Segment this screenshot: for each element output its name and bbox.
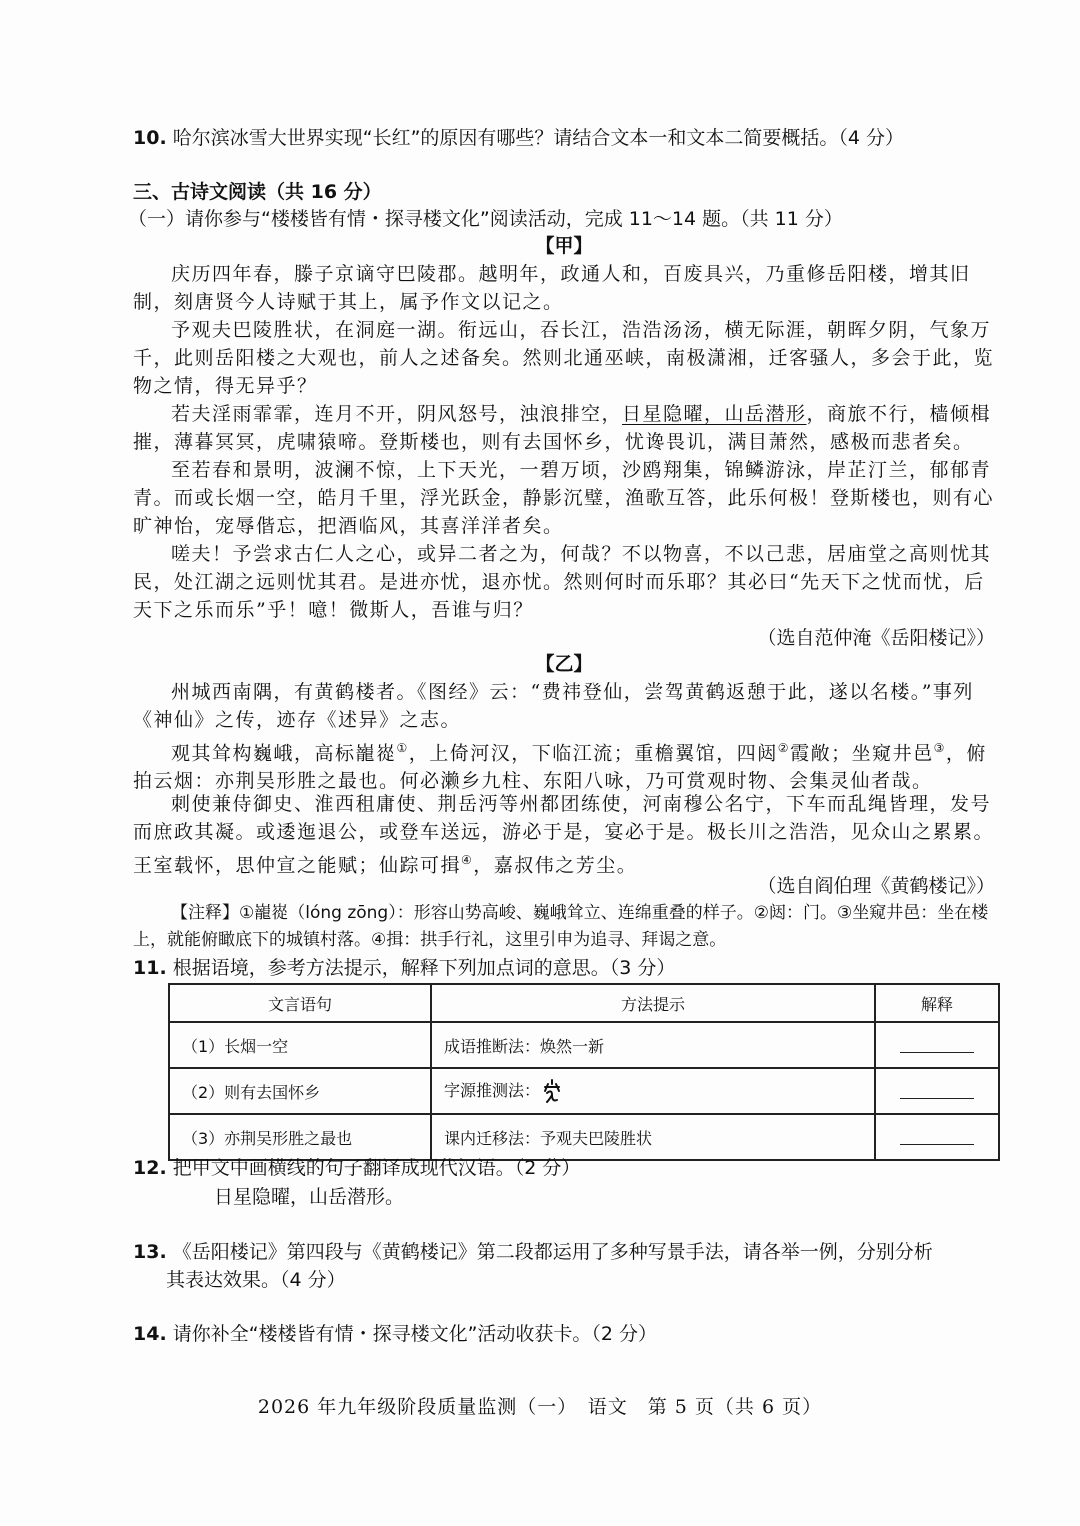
column-header: 方法提示	[431, 984, 875, 1022]
jia-paragraph-4: 至若春和景明，波澜不惊，上下天光，一碧万顷，沙鸥翔集，锦鳞游泳，岸芷汀兰，郁郁青青。而或长烟一空，皓月千里，浮光跃金，静影沉璧，渔歌互答，此乐何极！登斯楼也，则有心旷神怡，宠辱偕忘，把酒临风，其喜洋洋者矣。	[133, 459, 995, 537]
column-header: 解释	[875, 984, 999, 1022]
jia-paragraph-3	[133, 400, 1001, 456]
q11-table	[168, 983, 1000, 1161]
question-13	[133, 1238, 995, 1266]
question-text: 哈尔滨冰雪大世界实现“长红”的原因有哪些？请结合文本一和文本二简要概括。（4 分）	[172, 127, 905, 149]
question-11	[133, 954, 995, 982]
yi-p2-part: ，上倚河汉，下临江流；重檐翼馆，四闼	[408, 742, 778, 765]
answer-blank[interactable]	[900, 1126, 974, 1145]
hint-text: 字源推测法：	[444, 1080, 541, 1100]
jia-p3-end: ，商旅不行，樯倾楫摧，薄暮冥冥，虎啸猿啼。登斯楼也，则有去国怀乡，忧谗畏讥，满目萧然，感极而悲者矣。	[133, 403, 992, 453]
sentence-cell: （1）长烟一空	[169, 1022, 431, 1068]
yi-p2-part: 观其耸构巍峨，高标巃嵸	[171, 742, 397, 765]
question-number: 14.	[133, 1323, 167, 1345]
jia-paragraph-2: 予观夫巴陵胜状，在洞庭一湖。衔远山，吞长江，浩浩汤汤，横无际涯，朝晖夕阴，气象万千，此则岳阳楼之大观也，前人之述备矣。然则北通巫峡，南极潇湘，迁客骚人，多会于此，览物之情，得无异乎？	[133, 319, 995, 397]
question-text: 根据语境，参考方法提示，解释下列加点词的意思。（3 分）	[172, 957, 676, 979]
question-number: 11.	[133, 957, 167, 979]
yi-paragraph-1: 州城西南隅，有黄鹤楼者。《图经》云：“费祎登仙，尝驾黄鹤返憩于此，遂以名楼。”事列《神仙》之传，迹存《述异》之志。	[133, 681, 974, 731]
table-row	[169, 1022, 999, 1068]
question-13-cont: 其表达效果。（4 分）	[166, 1269, 346, 1291]
hint-cell	[431, 1068, 875, 1114]
yi-p3-part: 刺使兼侍御史、淮西租庸使、荆岳沔等州都团练使，河南穆公名宁，下车而乱绳皆理，发号而庶政其凝。或逶迤退公，或登车送远，游必于是，宴必于是。极长川之浩浩，见众山之累累。王室载怀，思仲宣之能赋；仙踪可揖	[133, 793, 995, 877]
passage-yi-label: 【乙】	[535, 653, 593, 675]
section-title: 三、古诗文阅读（共 16 分）	[133, 181, 382, 203]
note-marker: ②	[777, 741, 791, 755]
answer-blank[interactable]	[900, 1080, 974, 1099]
q12-sentence: 日星隐曜，山岳潜形。	[214, 1186, 405, 1208]
question-14	[133, 1320, 995, 1348]
question-number: 10.	[133, 127, 167, 149]
underlined-sentence: 日星隐曜，山岳潜形	[622, 403, 807, 425]
question-text: 《岳阳楼记》第四段与《黄鹤楼记》第二段都运用了多种写景手法，请各举一例，分别分析	[172, 1241, 933, 1263]
answer-blank[interactable]	[900, 1034, 974, 1053]
yi-source: （选自阎伯理《黄鹤楼记》）	[757, 875, 995, 897]
section-subtitle: （一）请你参与“楼楼皆有情・探寻楼文化”阅读活动，完成 11～14 题。（共 11 分）	[128, 208, 843, 230]
hint-cell: 成语推断法：焕然一新	[431, 1022, 875, 1068]
question-12	[133, 1154, 995, 1182]
yi-paragraph-3	[133, 790, 1001, 879]
question-10	[133, 124, 995, 152]
jia-p3-start: 若夫淫雨霏霏，连月不开，阴风怒号，浊浪排空，	[171, 403, 623, 425]
ancient-character-glyph	[540, 1078, 564, 1104]
hint-cell: 课内迁移法：予观夫巴陵胜状	[431, 1114, 875, 1160]
question-number: 13.	[133, 1241, 167, 1263]
question-text: 把甲文中画横线的句子翻译成现代汉语。（2 分）	[172, 1157, 581, 1179]
jia-paragraph-5: 嗟夫！予尝求古仁人之心，或异二者之为，何哉？不以物喜，不以己悲，居庙堂之高则忧其民，处江湖之远则忧其君。是进亦忧，退亦忧。然则何时而乐耶？其必曰“先天下之忧而忧，后天下之乐而乐”乎！噫！微斯人，吾谁与归？	[133, 543, 992, 621]
sentence-cell: （2）则有去国怀乡	[169, 1068, 431, 1114]
page-footer: 2026 年九年级阶段质量监测（一） 语文 第 5 页（共 6 页）	[257, 1396, 823, 1418]
table-row	[169, 1068, 999, 1114]
column-header: 文言语句	[169, 984, 431, 1022]
yi-p2-part: ，俯拍云烟：亦荆吴形胜之最也。何必濑乡九柱、东阳八咏，乃可赏观时物、会集灵仙者哉。	[133, 742, 987, 793]
note-marker: ③	[933, 741, 946, 755]
note-marker: ①	[396, 741, 409, 755]
note-marker: ④	[461, 853, 474, 867]
sentence-cell: （3）亦荆吴形胜之最也	[169, 1114, 431, 1160]
answer-cell[interactable]	[875, 1022, 999, 1068]
annotations: 【注释】①巃嵸（lóng zōng）：形容山势高峻、巍峨耸立、连绵重叠的样子。②闼：门。③坐窥井邑：坐在楼上，就能俯瞰底下的城镇村落。④揖：拱手行礼，这里引申为追寻、拜谒之意。	[133, 903, 989, 950]
passage-jia-label: 【甲】	[535, 235, 593, 257]
yi-p3-part: ，嘉叔伟之芳尘。	[473, 854, 638, 877]
question-text: 请你补全“楼楼皆有情・探寻楼文化”活动收获卡。（2 分）	[172, 1323, 658, 1345]
yi-paragraph-2	[133, 734, 1001, 795]
question-number: 12.	[133, 1157, 167, 1179]
yi-p2-part: 霞敞；坐窥井邑	[790, 742, 934, 765]
jia-source: （选自范仲淹《岳阳楼记》）	[757, 627, 995, 649]
table-header-row	[169, 984, 999, 1022]
jia-paragraph-1: 庆历四年春，滕子京谪守巴陵郡。越明年，政通人和，百废具兴，乃重修岳阳楼，增其旧制，刻唐贤今人诗赋于其上，属予作文以记之。	[133, 263, 971, 313]
answer-cell[interactable]	[875, 1068, 999, 1114]
